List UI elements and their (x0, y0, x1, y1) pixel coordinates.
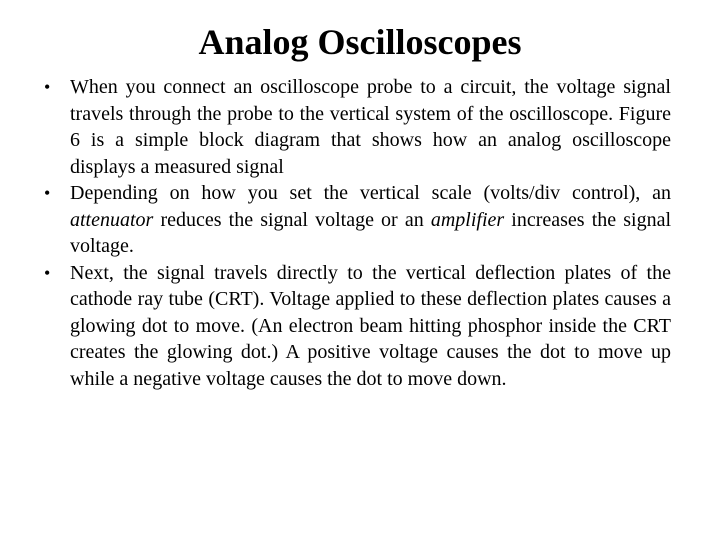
bullet-item-vertical-scale (44, 180, 671, 260)
bullet-icon: • (44, 183, 51, 203)
bullet-item-crt (44, 260, 671, 393)
bullet-icon: • (44, 77, 51, 97)
bullet-text-part: reduces the signal voltage or an (153, 208, 431, 231)
bullet-text-part: increases the signal voltage. (70, 208, 672, 257)
amplifier-term: amplifier (430, 208, 505, 231)
bullet-text: When you connect an oscilloscope probe to a circuit, the voltage signal travels through the probe to the vertical system of the oscilloscope. Figure 6 is a simple block diagram that shows how an analog oscilloscope displays a measured signal (70, 76, 671, 178)
bullet-item-probe (44, 74, 671, 180)
bullet-list (44, 74, 671, 392)
bullet-text-part: Depending on how you set the vertical scale (volts/div control), an (70, 182, 671, 204)
attenuator-term: attenuator (70, 208, 154, 231)
bullet-text: Next, the signal travels directly to the vertical deflection plates of the cathode ray tube (CRT). Voltage applied to these deflection plates causes a glowing dot to move. (An electron beam hitting phosphor inside the CRT creates the glowing dot.) A positive voltage causes the dot to move up while a negative voltage causes the dot to move down. (70, 261, 671, 390)
slide-title: Analog Oscilloscopes (198, 22, 522, 62)
bullet-icon: • (44, 262, 51, 283)
